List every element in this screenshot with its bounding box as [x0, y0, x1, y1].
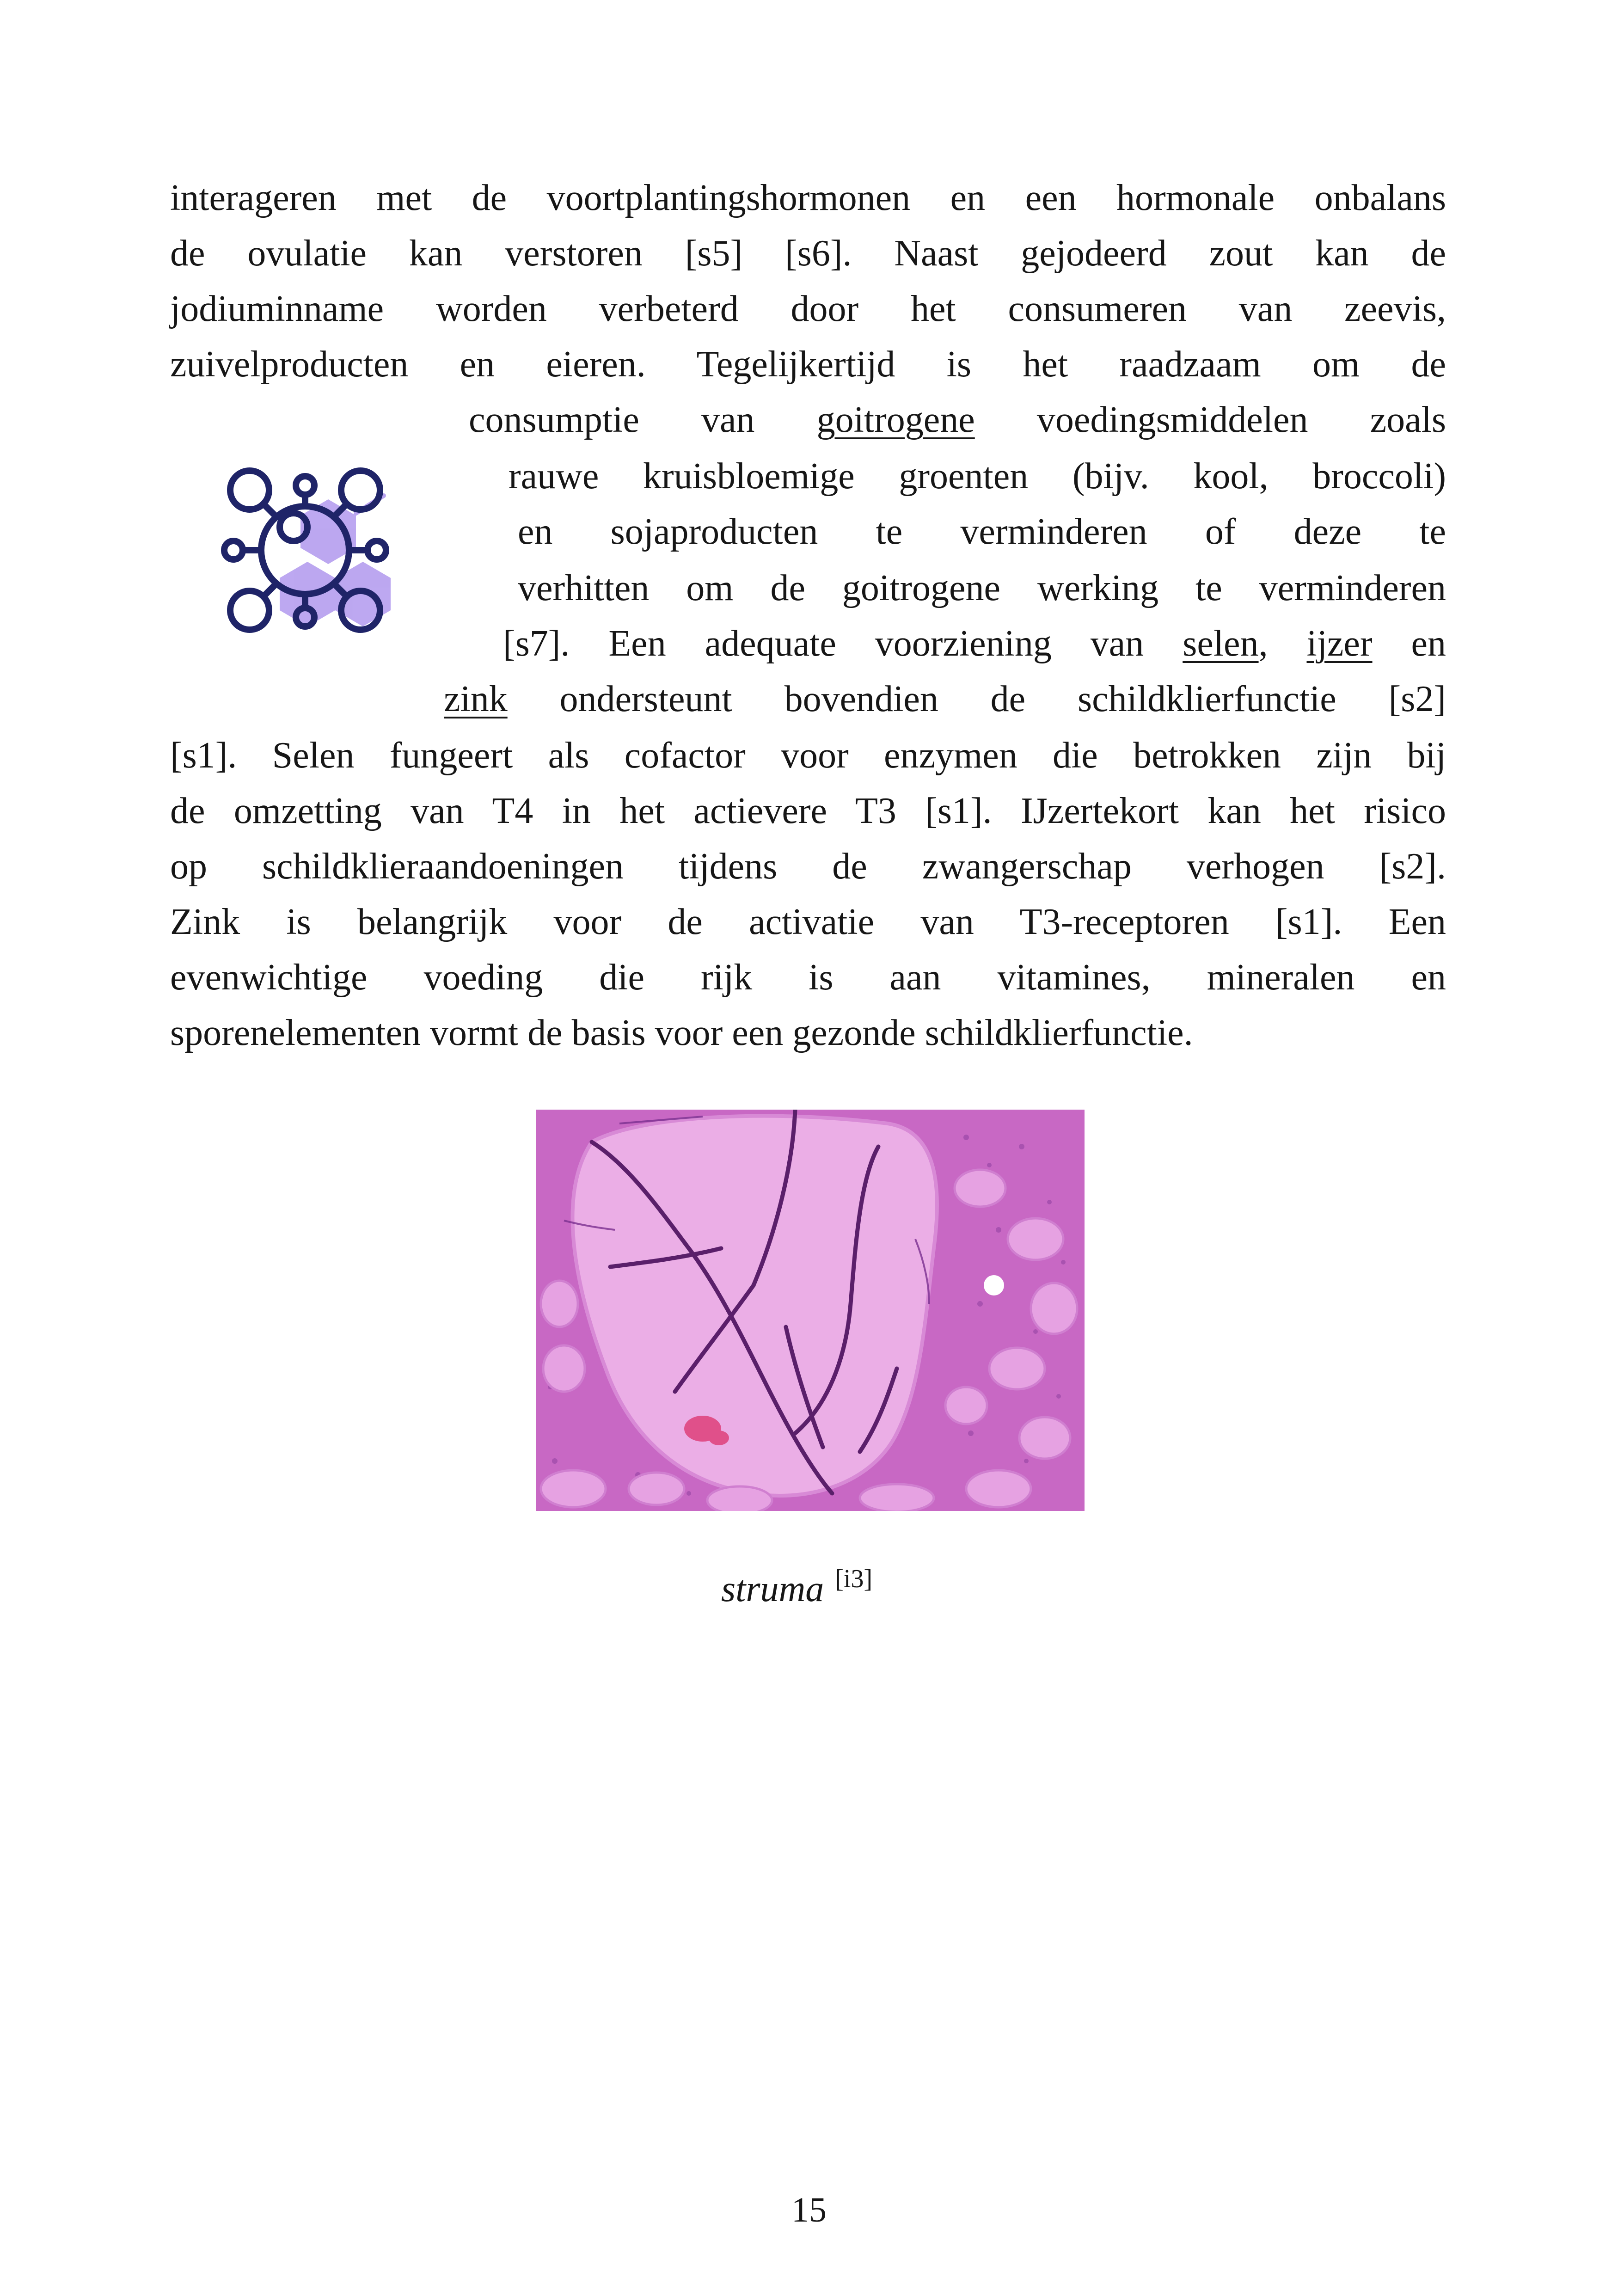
text-line-2: de ovulatie kan verstoren [s5] [s6]. Naast gejodeerd zout kan de — [170, 233, 1446, 274]
molecule-hexagon-icon — [217, 444, 439, 666]
text-line-14: Zink is belangrijk voor de activatie van T3-receptoren [s1]. Een — [170, 902, 1446, 942]
figure-caption — [721, 1556, 872, 1612]
page-number: 15 — [791, 2191, 827, 2229]
text-line-1: interageren met de voortplantingshormonen en een hormonale onbalans — [170, 178, 1446, 218]
text-line-6: rauwe kruisbloemige groenten (bijv. kool, broccoli) — [509, 456, 1446, 497]
ijzer-term: ijzer — [1306, 623, 1373, 664]
caption-text: struma — [721, 1569, 824, 1609]
text-line-12: de omzetting van T4 in het actievere T3 [s1]. IJzertekort kan het risico — [170, 791, 1446, 831]
caption-reference: [i3] — [835, 1565, 873, 1593]
text-line-13: op schildklieraandoeningen tijdens de zwangerschap verhogen [s2]. — [170, 846, 1446, 887]
text-line-15: evenwichtige voeding die rijk is aan vitamines, mineralen en — [170, 957, 1446, 998]
text-line-9: [s7]. Een adequate voorziening van selen, ijzer en — [503, 623, 1446, 664]
text-line-3: jodiuminname worden verbeterd door het consumeren van zeevis, — [170, 289, 1446, 329]
struma-micrograph — [536, 1110, 1085, 1511]
goitrogene-term: goitrogene — [816, 399, 975, 440]
text-line-16: sporenelementen vormt de basis voor een gezonde schildklierfunctie. — [170, 1013, 1193, 1053]
zink-term: zink — [444, 679, 508, 719]
text-line-11: [s1]. Selen fungeert als cofactor voor enzymen die betrokken zijn bij — [170, 735, 1446, 776]
selen-term: selen — [1183, 623, 1259, 664]
text-line-10: zink ondersteunt bovendien de schildklierfunctie [s2] — [444, 679, 1446, 719]
text-line-5: consumptie van goitrogene voedingsmiddelen zoals — [469, 399, 1446, 440]
text-line-7: en sojaproducten te verminderen of deze te — [518, 511, 1446, 552]
text-line-4: zuivelproducten en eieren. Tegelijkertijd is het raadzaam om de — [170, 344, 1446, 385]
text-line-8: verhitten om de goitrogene werking te verminderen — [518, 568, 1446, 608]
